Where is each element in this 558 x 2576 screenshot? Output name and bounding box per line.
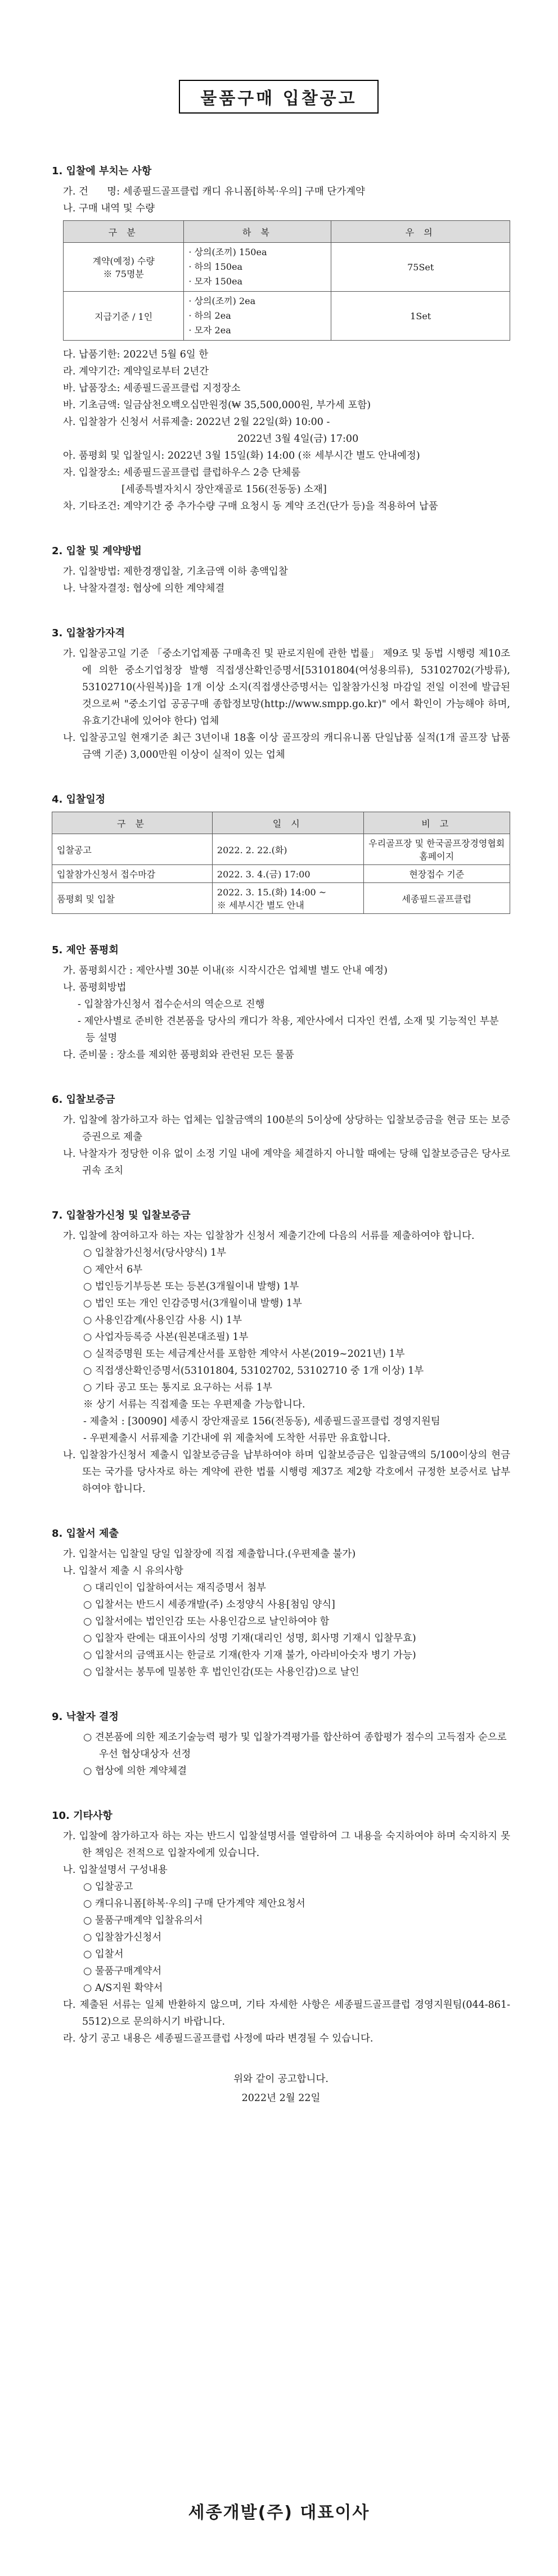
list-item: ○ 입찰참가신청서(당사양식) 1부: [83, 1247, 227, 1258]
table-cell: 입찰공고: [52, 834, 213, 865]
table-cell: 세종필드골프클럽: [363, 883, 510, 914]
detail-row: [63, 397, 510, 414]
table-row: [64, 292, 510, 341]
table-cell: 입찰참가신청서 접수마감: [52, 865, 213, 883]
purchase-quantity-label: 나. 구매 내역 및 수량: [63, 203, 155, 214]
table-cell: [64, 243, 184, 292]
cell-note: ※ 세부시간 별도 안내: [217, 900, 304, 911]
section-showcase: [52, 942, 510, 1063]
list-item: ○ 기타 공고 또는 통지로 요구하는 서류 1부: [83, 1382, 272, 1393]
detail-text: [세종특별자치시 장안재골로 156(전동동) 소재]: [122, 484, 327, 495]
list-item: ○ 대리인이 입찰하여서는 재직증명서 첨부: [83, 1582, 266, 1593]
table-cell: 지급기준 / 1인: [64, 292, 184, 341]
list-item: ○ 사업자등록증 사본(원본대조필) 1부: [83, 1332, 249, 1343]
paragraph: 가. 품평회시간 : 제안사별 30분 이내(※ 시작시간은 업체별 별도 안내 예정): [63, 965, 388, 976]
list-item: ○ 입찰공고: [83, 1881, 133, 1893]
table-header: 구 분: [64, 221, 184, 243]
paragraph: 나. 품평회방법: [63, 982, 127, 993]
paragraph: 다. 준비물 : 장소를 제외한 품평회와 관련된 모든 물품: [63, 1049, 294, 1061]
table-cell: 2022. 2. 22.(화): [212, 834, 363, 865]
table-row: [52, 865, 510, 883]
list-item: ○ 협상에 의한 계약체결: [83, 1765, 187, 1777]
paragraph: 다. 제출된 서류는 일체 반환하지 않으며, 기타 자세한 사항은 세종필드골프클럽 경영지원팀(044-861-5512)으로 문의하시기 바랍니다.: [63, 1999, 510, 2027]
paragraph: 나. 낙찰자가 정당한 이유 없이 소정 기일 내에 계약을 체결하지 아니할 때에는 당해 입찰보증금은 당사로 귀속 조치: [63, 1148, 510, 1176]
note: ※ 상기 서류는 직접제출 또는 우편제출 가능합니다.: [83, 1399, 305, 1410]
detail-text: : 일금삼천오백오십만원정(₩ 35,500,000원, 부가세 포함): [116, 400, 371, 411]
paragraph: 나. 입찰참가신청서 제출시 입찰보증금을 납부하여야 하며 입찰보증금은 입찰금액의 5/100이상의 현금 또는 국가를 당사자로 하는 계약에 관한 법률 시행령 제37조 제2항 각호에서 규정한 보증서로 납부하여야 합니다.: [63, 1450, 510, 1495]
note: - 제출처 : [30090] 세종시 장안재골로 156(전동동), 세종필드골프클럽 경영지원팀: [83, 1416, 440, 1427]
detail-row: [63, 447, 510, 464]
table-cell: 품평회 및 입찰: [52, 883, 213, 914]
schedule-table: [52, 812, 510, 914]
detail-label: 다. 납품기한: [63, 349, 117, 360]
detail-text: : 세종필드골프클럽 지정장소: [116, 383, 241, 394]
table-cell: 현장접수 기준: [363, 865, 510, 883]
table-header: 우 의: [331, 221, 510, 243]
list-item: ○ 입찰서: [83, 1949, 124, 1960]
detail-text: : 제한경쟁입찰, 기초금액 이하 총액입찰: [116, 566, 288, 577]
cell-text: 2022. 3. 15.(화) 14:00 ~: [217, 887, 327, 898]
section-heading: 6. 입찰보증금: [52, 1094, 115, 1106]
section-bid-bond: [52, 1092, 510, 1179]
table-cell: 2022. 3. 4.(금) 17:00: [212, 865, 363, 883]
table-cell: 1Set: [331, 292, 510, 341]
section-heading: 7. 입찰참가신청 및 입찰보증금: [52, 1210, 191, 1221]
detail-label: 차. 기타조건: [63, 501, 117, 512]
paragraph: 나. 입찰설명서 구성내용: [63, 1864, 168, 1876]
list-item: · 상의(조끼) 150ea: [188, 245, 326, 260]
table-header: 비 고: [363, 812, 510, 834]
section-award: [52, 1709, 510, 1780]
list-item: ○ 실적증명원 또는 세금계산서를 포함한 계약서 사본(2019~2021년) 1부: [83, 1348, 405, 1360]
detail-text: : 2022년 2월 22일(화) 10:00 -: [190, 416, 330, 428]
section-schedule: [52, 791, 510, 914]
list-item: ○ 입찰서의 금액표시는 한글로 기재(한자 기재 불가, 아라비아숫자 병기 가능): [83, 1650, 416, 1661]
list-item: ○ 입찰참가신청서: [83, 1932, 162, 1943]
list-item: ○ 입찰서는 봉투에 밀봉한 후 법인인감(또는 사용인감)으로 날인: [83, 1667, 359, 1678]
list-item: ○ A/S지원 확약서: [83, 1982, 163, 1994]
detail-text: : 협상에 의한 계약체결: [126, 583, 225, 594]
list-item: ○ 제안서 6부: [83, 1264, 143, 1275]
notice-body: [52, 163, 510, 2108]
table-header: 구 분: [52, 812, 213, 834]
paragraph: 가. 입찰서는 입찰일 당일 입찰장에 직접 제출합니다.(우편제출 불가): [63, 1549, 356, 1560]
section-heading: 4. 입찰일정: [52, 794, 106, 805]
list-item: - 제안사별로 준비한 견본품을 당사의 캐디가 착용, 제안사에서 디자인 컨셉, 소재 및 기능적인 부분 등 설명: [78, 1016, 499, 1044]
list-item: ○ 견본품에 의한 제조기술능력 평가 및 입찰가격평가를 합산하여 종합평가 점수의 고득점자 순으로 우선 협상대상자 선정: [83, 1732, 507, 1760]
list-item: - 입찰참가신청서 접수순서의 역순으로 진행: [78, 999, 265, 1010]
table-row: [64, 243, 510, 292]
section-heading: 5. 제안 품평회: [52, 944, 119, 956]
table-cell: 우리골프장 및 한국골프장경영협회 홈페이지: [363, 834, 510, 865]
detail-text: : 계약일로부터 2년간: [116, 366, 209, 377]
paragraph: 나. 입찰공고일 현재기준 최근 3년이내 18홀 이상 골프장의 캐디유니폼 단일납품 실적(1개 골프장 납품금액 기준) 3,000만원 이상이 실적이 있는 업체: [63, 732, 510, 760]
notice-date: 2022년 2월 22일: [241, 2093, 321, 2104]
item-text: : 세종필드골프클럽 캐디 유니폼[하복·우의] 구매 단가계약: [116, 186, 365, 197]
detail-row: [63, 464, 510, 481]
closing: [52, 2070, 510, 2108]
list-item: ○ 법인등기부등본 또는 등본(3개월이내 발행) 1부: [83, 1281, 299, 1292]
detail-text: : 2022년 5월 6일 한: [116, 349, 209, 360]
quantity-table: [63, 220, 510, 341]
list-item: · 상의(조끼) 2ea: [188, 294, 326, 309]
list-item: · 모자 150ea: [188, 274, 326, 289]
detail-text: : 2022년 3월 15일(화) 14:00 (※ 세부시간 별도 안내예정): [161, 450, 420, 461]
section-bid-method: [52, 543, 510, 597]
detail-label: [63, 431, 237, 447]
table-row: [52, 834, 510, 865]
detail-label: 나. 낙찰자결정: [63, 583, 127, 594]
paragraph: 가. 입찰공고일 기준 「중소기업제품 구매촉진 및 판로지원에 관한 법률」 제9조 및 동법 시행령 제10조에 의한 중소기업청장 발행 직접생산확인증명서[53101804(여성용의류), 53102702(가방류), 53102710(사원복)]을 1개 이상 소지(직접생산증명서는 입찰참가신청 마감일 전일 이전에 발급된 것으로써 "중소기업 공공구매 종합정보망(http://www.smpp.go.kr)" 에서 확인이 가능해야 하며, 유효기간내에 있어야 한다) 업체: [63, 648, 510, 727]
detail-row: [63, 414, 510, 431]
section-submission: [52, 1525, 510, 1681]
table-cell: 75Set: [331, 243, 510, 292]
detail-row: [63, 346, 510, 363]
table-header: 하 복: [184, 221, 331, 243]
section-heading: 10. 기타사항: [52, 1810, 112, 1822]
section-other: [52, 1808, 510, 2047]
detail-label: 아. 품평회 및 입찰일시: [63, 450, 161, 461]
detail-text: : 세종필드골프클럽 클럽하우스 2층 단체룸: [116, 467, 301, 478]
detail-row: [63, 580, 510, 597]
section-heading: 1. 입찰에 부치는 사항: [52, 165, 152, 177]
section-heading: 2. 입찰 및 계약방법: [52, 545, 142, 557]
list-item: ○ 물품구매계약서: [83, 1966, 162, 1977]
list-item: ○ 입찰자 란에는 대표이사의 성명 기재(대리인 성명, 회사명 기재시 입찰무효): [83, 1633, 416, 1644]
detail-label: 라. 계약기간: [63, 366, 117, 377]
section-application: [52, 1207, 510, 1497]
paragraph: 가. 입찰에 참여하고자 하는 자는 입찰참가 신청서 제출기간에 다음의 서류를 제출하여야 합니다.: [63, 1230, 475, 1242]
detail-label: 바. 기초금액: [63, 400, 117, 411]
section-heading: 8. 입찰서 제출: [52, 1528, 119, 1540]
section-heading: 9. 낙찰자 결정: [52, 1711, 119, 1723]
detail-text: : 계약기간 중 추가수량 구매 요청시 동 계약 조건(단가 등)을 적용하여 납품: [116, 501, 438, 512]
detail-row: [63, 363, 510, 380]
paragraph: 가. 입찰에 참가하고자 하는 자는 반드시 입찰설명서를 열람하여 그 내용을 숙지하여야 하며 숙지하지 못한 책임은 전적으로 입찰자에게 있습니다.: [63, 1831, 510, 1859]
table-cell: [184, 243, 331, 292]
section-bid-items: [52, 163, 510, 515]
paragraph: 라. 상기 공고 내용은 세종필드골프클럽 사정에 따라 변경될 수 있습니다.: [63, 2033, 374, 2044]
table-cell: [212, 883, 363, 914]
note: - 우편제출시 서류제출 기간내에 위 제출처에 도착한 서류만 유효합니다.: [83, 1433, 391, 1444]
item-name-row: [63, 183, 510, 200]
signer-name: 세종개발(주) 대표이사: [188, 2503, 370, 2523]
paragraph: 나. 입찰서 제출 시 유의사항: [63, 1565, 183, 1577]
detail-row: [63, 498, 510, 515]
paragraph: 가. 입찰에 참가하고자 하는 업체는 입찰금액의 100분의 5이상에 상당하는 입찰보증금을 현금 또는 보증증권으로 제출: [63, 1115, 510, 1143]
closing-statement: 위와 같이 공고합니다.: [233, 2074, 328, 2085]
section-eligibility: [52, 625, 510, 763]
detail-row: [63, 481, 510, 498]
cell-text: 계약(예정) 수량: [92, 256, 155, 266]
title-box: [179, 80, 379, 114]
list-item: ○ 법인 또는 개인 인감증명서(3개월이내 발행) 1부: [83, 1298, 302, 1309]
page-title: 물품구매 입찰공고: [200, 89, 357, 108]
detail-label: 바. 납품장소: [63, 383, 117, 394]
list-item: ○ 물품구매계약 입찰유의서: [83, 1915, 203, 1926]
detail-text: 2022년 3월 4일(금) 17:00: [237, 433, 359, 445]
list-item: ○ 입찰서에는 법인인감 또는 사용인감으로 날인하여야 함: [83, 1616, 330, 1627]
table-header: 일 시: [212, 812, 363, 834]
list-item: · 모자 2ea: [188, 323, 326, 338]
cell-note: ※ 75명분: [103, 269, 144, 279]
list-item: ○ 캐디유니폼[하복·우의] 구매 단가계약 제안요청서: [83, 1898, 305, 1909]
table-cell: [184, 292, 331, 341]
item-label: 가. 건 명: [63, 186, 117, 197]
detail-row: [63, 563, 510, 580]
detail-label: [63, 481, 122, 498]
list-item: · 하의 150ea: [188, 260, 326, 274]
list-item: ○ 직접생산확인증명서(53101804, 53102702, 53102710 중 1개 이상) 1부: [83, 1365, 424, 1377]
detail-label: 자. 입찰장소: [63, 467, 117, 478]
detail-row: [63, 431, 510, 447]
section-heading: 3. 입찰참가자격: [52, 627, 125, 639]
table-row: [52, 883, 510, 914]
list-item: ○ 입찰서는 반드시 세종개발(주) 소정양식 사용[첨임 양식]: [83, 1599, 335, 1610]
detail-row: [63, 380, 510, 397]
list-item: ○ 사용인감계(사용인감 사용 시) 1부: [83, 1315, 242, 1326]
list-item: · 하의 2ea: [188, 309, 326, 323]
detail-label: 가. 입찰방법: [63, 566, 117, 577]
detail-label: 사. 입찰참가 신청서 서류제출: [63, 416, 190, 428]
